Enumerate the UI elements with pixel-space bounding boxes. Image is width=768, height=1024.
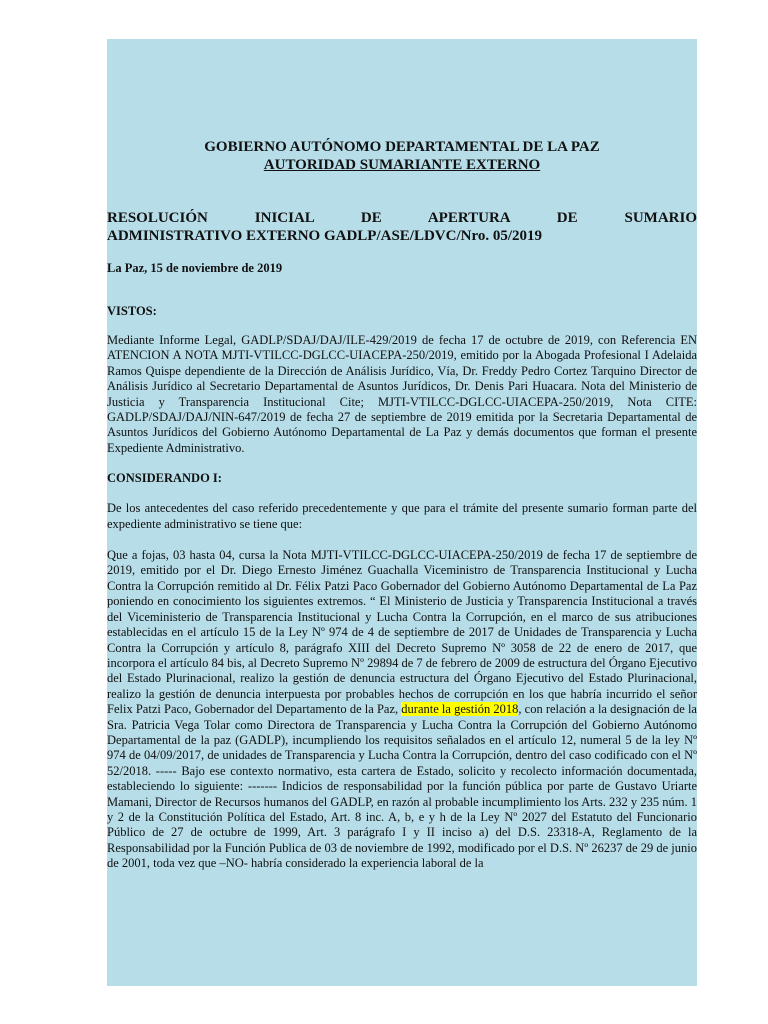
document-page — [107, 39, 697, 986]
resolution-title-line2: ADMINISTRATIVO EXTERNO GADLP/ASE/LDVC/Nro. 05/2019 — [107, 228, 543, 244]
resolution-title-line1: RESOLUCIÓN INICIAL DE APERTURA DE SUMARIO — [107, 210, 697, 226]
main-paragraph-text-after: , con relación a la designación de la Sra. Patricia Vega Tolar como Directora de Transparencia y Lucha Contra la Corrupción del Gobierno Autónomo Departamental de la paz (GADLP), incumpliendo los requisitos señalados en el artículo 12, numeral 5 de la ley Nº 974 de 04/09/2017, de unidades de Transparencia y Lucha Contra la Corrupción, dentro del caso codificado con el Nº 52/2018. ----- Bajo ese contexto normativo, esta cartera de Estado, solicito y recolecto información documentada, estableciendo lo siguiente: ------- Indicios de responsabilidad por la función pública por parte de Gustavo Uriarte Mamani, Director de Recursos humanos del GADLP, en razón al probable incumplimiento los Arts. 232 y 235 núm. 1 y 2 de la Constitución Política del Estado, Art. 8 inc. A, b, e y h de la Ley Nº 2027 del Estatuto del Funcionario Público de 27 de octubre de 1999, Art. 3 parágrafo I y II inciso a) del D.S. 23318-A, Reglamento de la Responsabilidad por la Función Publica de 03 de noviembre de 1992, modificado por el D.S. Nº 26237 de 29 de junio de 2001, toda vez que –NO- habría considerado la experiencia laboral de la — [107, 702, 697, 871]
considerando-title: CONSIDERANDO I: — [107, 471, 222, 486]
date-line: La Paz, 15 de noviembre de 2019 — [107, 261, 283, 275]
highlighted-text: durante la gestión 2018 — [401, 702, 519, 717]
authority-heading: AUTORIDAD SUMARIANTE EXTERNO — [263, 157, 541, 173]
government-heading: GOBIERNO AUTÓNOMO DEPARTAMENTAL DE LA PAZ — [204, 139, 600, 155]
vistos-paragraph: Mediante Informe Legal, GADLP/SDAJ/DAJ/ILE-429/2019 de fecha 17 de octubre de 2019, con Referencia EN ATENCION A NOTA MJTI-VTILCC-DGLCC-UIACEPA-250/2019, emitido por la Abogada Profesional I Adelaida Ramos Quispe dependiente de la Dirección de Análisis Jurídico, Vía, Dr. Freddy Pedro Cortez Tarquino Director de Análisis Jurídico al Secretario Departamental de Asuntos Jurídicos, Dr. Denis Pari Huacara. Nota del Ministerio de Justicia y Transparencia Institucional Cite; MJTI-VTILCC-DGLCC-UIACEPA-250/2019, Nota CITE: GADLP/SDAJ/DAJ/NIN-647/2019 de fecha 27 de septiembre de 2019 emitida por la Secretaria Departamental de Asuntos Jurídicos del Gobierno Autónomo Departamental de La Paz y demás documentos que forman el presente Expediente Administrativo. — [107, 333, 697, 455]
vistos-title: VISTOS: — [107, 304, 157, 318]
main-paragraph — [107, 548, 697, 872]
resolution-title — [107, 209, 697, 245]
main-paragraph-text-before: Que a fojas, 03 hasta 04, cursa la Nota MJTI-VTILCC-DGLCC-UIACEPA-250/2019 de fecha 17 de septiembre de 2019, emitido por el Dr. Diego Ernesto Jiménez Guachalla Viceministro de Transparencia Institucional y Lucha Contra la Corrupción remitido al Dr. Félix Patzi Paco Gobernador del Gobierno Autónomo Departamental de La Paz poniendo en conocimiento los siguientes extremos. “ El Ministerio de Justicia y Transparencia Institucional a través del Viceministerio de Transparencia Institucional y Lucha Contra la Corrupción, en el marco de sus atribuciones establecidas en el artículo 15 de la Ley Nº 974 de 4 de septiembre de 2017 de Unidades de Transparencia y Lucha Contra la Corrupción y artículo 8, parágrafo XIII del Decreto Supremo Nº 3058 de 22 de enero de 2017, que incorpora el artículo 84 bis, al Decreto Supremo Nº 29894 de 7 de febrero de 2009 de estructura del Órgano Ejecutivo del Estado Plurinacional, realizo la gestión de denuncia estructura del Órgano Ejecutivo del Estado Plurinacional, realizo la gestión de denuncia interpuesta por probables hechos de corrupción en los que habría incurrido el señor Felix Patzi Paco, Gobernador del Departamento de la Paz, — [107, 548, 697, 717]
considerando-intro: De los antecedentes del caso referido precedentemente y que para el trámite del presente sumario forman parte del expediente administrativo se tiene que: — [107, 501, 697, 531]
